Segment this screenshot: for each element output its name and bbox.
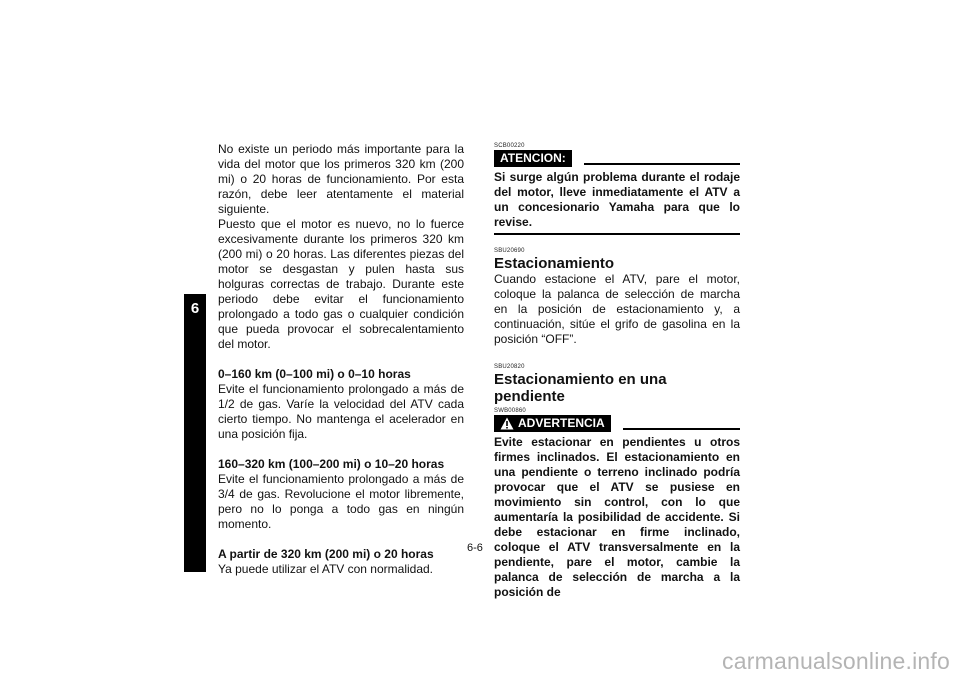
warning-text: Evite estacionar en pendientes u otros firmes inclinados. El estacionamiento en una pendiente o terreno inclinado podría provocar que el ATV se pusiese en movimiento sin control, con lo que aumentaría la posibilidad de accidente. Si debe estacionar en firme inclinado, coloque el ATV transversalmente en la pendiente, pare el motor, cambie la palanca de selección de marcha a la posición de: [494, 435, 740, 599]
page-number: 6-6: [467, 542, 483, 554]
slope-parking-title: Estacionamiento en una pendiente: [494, 371, 667, 405]
warning-header: [494, 415, 740, 432]
warning-label-box: [494, 415, 611, 432]
watermark: carmanualsonline.info: [722, 648, 950, 674]
paragraph-after-320: Ya puede utilizar el ATV con normalidad.: [218, 562, 434, 576]
heading-after-320: A partir de 320 km (200 mi) o 20 horas: [218, 547, 434, 561]
caution-header: [494, 150, 740, 167]
paragraph-160-320: Evite el funcionamiento prolongado a más de 3/4 de gas. Revolucione el motor libremente, pero no lo ponga a todo gas en ningún momento.: [218, 472, 464, 531]
warning-rule: [623, 428, 740, 430]
slope-parking-code: SBU20820: [494, 364, 525, 370]
warning-triangle-icon: [500, 417, 514, 430]
caution-rule: [584, 163, 740, 165]
intro-paragraph: No existe un periodo más importante para la vida del motor que los primeros 320 km (200 mi) o 20 horas de funcionamiento. Por esta razón, debe leer atentamente el material siguiente.: [218, 142, 464, 216]
caution-label: ATENCION:: [494, 150, 572, 167]
chapter-number: 6: [190, 300, 200, 317]
parking-text: Cuando estacione el ATV, pare el motor, coloque la palanca de selección de marcha en la posición de estacionamiento y, a continuación, sitúe el grifo de gasolina en la posición “OFF”.: [494, 272, 740, 346]
warning-code: SWB00860: [494, 408, 526, 414]
caution-text: Si surge algún problema durante el rodaje del motor, lleve inmediatamente el ATV a un concesionario Yamaha para que lo revise.: [494, 170, 740, 229]
right-column: [494, 142, 740, 600]
chapter-tab: [184, 294, 206, 572]
paragraph-0-160: Evite el funcionamiento prolongado a más de 1/2 de gas. Varíe la velocidad del ATV cada cierto tiempo. No mantenga el acelerador en una posición fija.: [218, 382, 464, 441]
heading-160-320: 160–320 km (100–200 mi) o 10–20 horas: [218, 457, 445, 471]
parking-code: SBU20690: [494, 248, 525, 254]
caution-code: SCB00220: [494, 143, 525, 149]
parking-title: Estacionamiento: [494, 255, 615, 272]
heading-0-160: 0–160 km (0–100 mi) o 0–10 horas: [218, 367, 411, 381]
left-column: [218, 142, 464, 577]
intro-paragraph-2: Puesto que el motor es nuevo, no lo fuerce excesivamente durante los primeros 320 km (200 mi) o 20 horas. Las diferentes piezas del motor se desgastan y pulen hasta sus holguras correctas de trabajo. Durante este periodo debe evitar el funcionamiento prolongado a todo gas o cualquier condición que pueda provocar el sobrecalentamiento del motor.: [218, 217, 464, 351]
warning-label: ADVERTENCIA: [518, 416, 605, 430]
